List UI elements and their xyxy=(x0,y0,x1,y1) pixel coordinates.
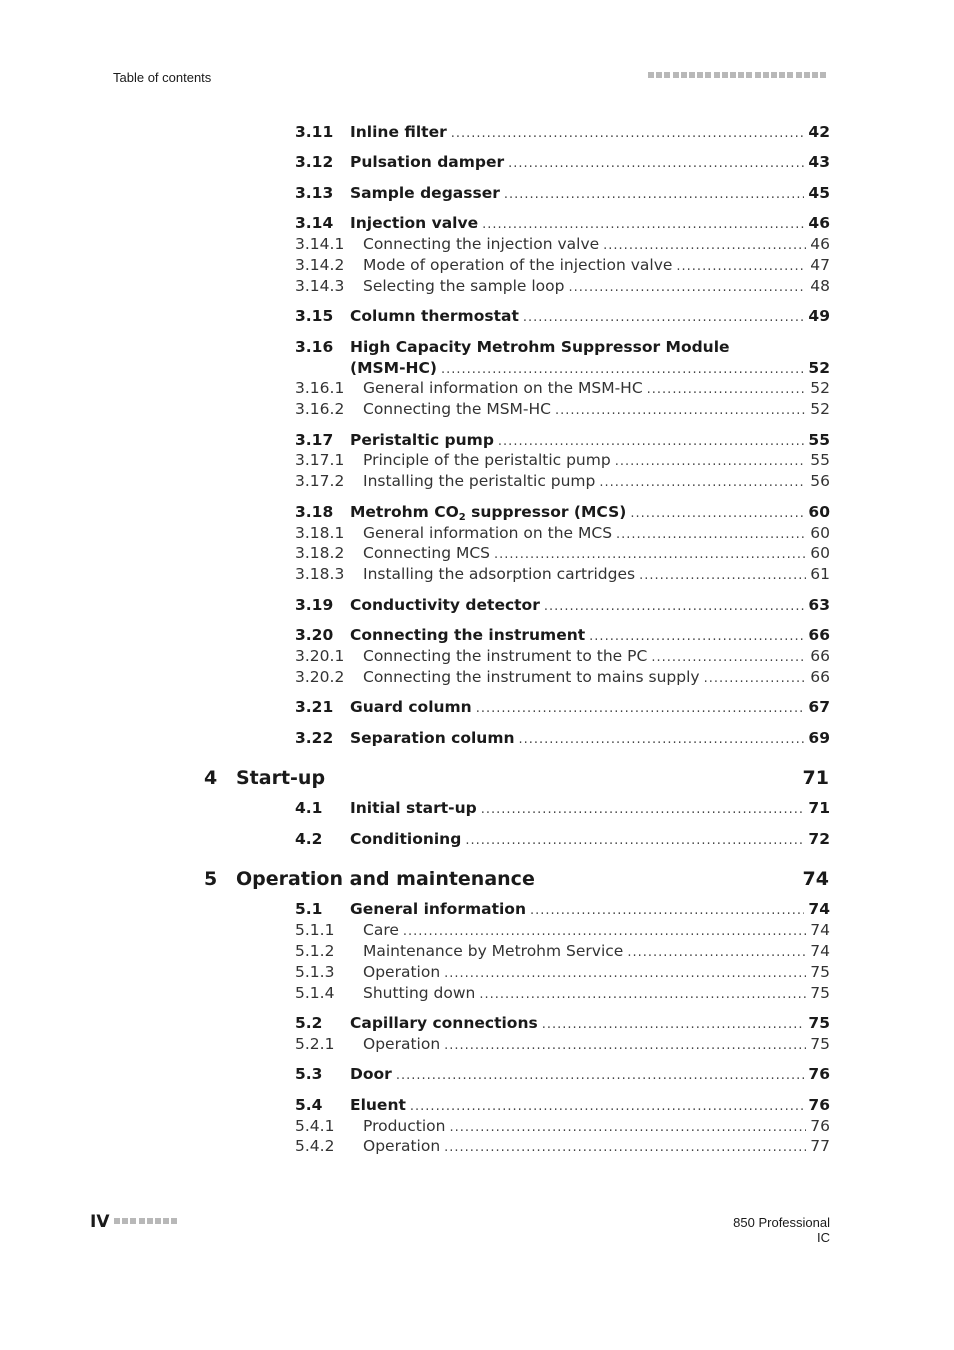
toc-section-entry[interactable] xyxy=(0,1063,954,1085)
toc-section-entry[interactable] xyxy=(0,797,954,819)
section-title-part: suppressor (MCS) xyxy=(465,503,627,521)
section-number: 5.1 xyxy=(295,900,323,918)
toc-section-entry[interactable] xyxy=(0,305,954,327)
subsection-page-number: 66 xyxy=(810,647,830,665)
decorative-square xyxy=(681,72,687,78)
decorative-square xyxy=(796,72,802,78)
section-number: 3.17 xyxy=(295,431,334,449)
section-number: 3.21 xyxy=(295,698,334,716)
toc-section-entry[interactable] xyxy=(0,121,954,143)
section-page-number: 45 xyxy=(808,184,830,202)
dot-leader xyxy=(508,153,804,175)
subsection-title: Operation xyxy=(363,1035,441,1053)
subscript-two: 2 xyxy=(458,512,466,523)
dot-leader xyxy=(444,1035,806,1057)
dot-leader xyxy=(476,698,805,720)
dot-leader xyxy=(519,729,805,751)
subsection-number: 3.20.1 xyxy=(295,647,345,665)
section-title: General information xyxy=(350,900,526,918)
decorative-square xyxy=(147,1218,153,1224)
section-page-number: 46 xyxy=(808,214,830,232)
decorative-square xyxy=(746,72,752,78)
subsection-number: 5.4.2 xyxy=(295,1137,335,1155)
chapter-number: 4 xyxy=(204,767,218,789)
subsection-number: 3.16.2 xyxy=(295,400,345,418)
section-title-part: Metrohm CO xyxy=(350,503,459,521)
dot-leader xyxy=(396,1065,805,1087)
toc-section-entry[interactable] xyxy=(0,182,954,204)
section-number: 3.14 xyxy=(295,214,334,232)
section-number: 3.18 xyxy=(295,503,334,521)
decorative-square xyxy=(114,1218,120,1224)
dot-leader xyxy=(544,596,805,618)
running-header-title: Table of contents xyxy=(113,70,212,85)
subsection-page-number: 46 xyxy=(810,235,830,253)
subsection-number: 5.2.1 xyxy=(295,1035,335,1053)
section-page-number: 69 xyxy=(808,729,830,747)
subsection-page-number: 48 xyxy=(810,277,830,295)
dot-leader xyxy=(568,277,806,299)
toc-subsection-entry[interactable] xyxy=(0,645,954,667)
subsection-title: Connecting the injection valve xyxy=(363,235,600,253)
toc-subsection-entry[interactable] xyxy=(0,666,954,688)
chapter-title: Operation and maintenance xyxy=(236,868,535,890)
subsection-page-number: 75 xyxy=(810,963,830,981)
section-number: 3.13 xyxy=(295,184,334,202)
dot-leader xyxy=(523,307,805,329)
subsection-page-number: 47 xyxy=(810,256,830,274)
section-page-number: 55 xyxy=(808,431,830,449)
subsection-number: 5.1.2 xyxy=(295,942,335,960)
subsection-title: Operation xyxy=(363,963,441,981)
decorative-square xyxy=(664,72,670,78)
section-page-number: 43 xyxy=(808,153,830,171)
subsection-number: 3.17.1 xyxy=(295,451,345,469)
section-title: Peristaltic pump xyxy=(350,431,494,449)
section-number: 3.19 xyxy=(295,596,334,614)
header-decorative-squares xyxy=(648,72,829,80)
dot-leader xyxy=(451,123,805,145)
decorative-square xyxy=(139,1218,145,1224)
chapter-title: Start-up xyxy=(236,767,326,789)
section-page-number: 49 xyxy=(808,307,830,325)
subsection-title: Production xyxy=(363,1117,446,1135)
section-page-number: 66 xyxy=(808,626,830,644)
section-page-number: 71 xyxy=(808,799,830,817)
section-number: 5.2 xyxy=(295,1014,323,1032)
subsection-number: 5.4.1 xyxy=(295,1117,335,1135)
section-number: 3.12 xyxy=(295,153,334,171)
document-title: 850 Professional IC xyxy=(733,1215,830,1245)
subsection-number: 3.14.2 xyxy=(295,256,345,274)
decorative-square xyxy=(656,72,662,78)
subsection-page-number: 56 xyxy=(810,472,830,490)
subsection-page-number: 74 xyxy=(810,921,830,939)
section-title-line1: High Capacity Metrohm Suppressor Module xyxy=(350,338,730,356)
toc-section-entry[interactable] xyxy=(0,501,954,523)
section-title: Inline filter xyxy=(350,123,447,141)
footer-decorative-squares xyxy=(114,1218,182,1226)
decorative-square xyxy=(122,1218,128,1224)
dot-leader xyxy=(479,984,806,1006)
section-page-number: 63 xyxy=(808,596,830,614)
section-title: Door xyxy=(350,1065,392,1083)
subsection-number: 3.18.1 xyxy=(295,524,345,542)
section-title: Capillary connections xyxy=(350,1014,538,1032)
section-number: 3.22 xyxy=(295,729,334,747)
dot-leader xyxy=(555,400,806,422)
section-number: 3.15 xyxy=(295,307,334,325)
toc-subsection-entry[interactable] xyxy=(0,522,954,544)
toc-subsection-entry[interactable] xyxy=(0,1033,954,1055)
toc-subsection-entry[interactable] xyxy=(0,398,954,420)
section-title: Conditioning xyxy=(350,830,462,848)
toc-subsection-entry[interactable] xyxy=(0,254,954,276)
toc-section-entry[interactable] xyxy=(0,151,954,173)
section-number: 3.11 xyxy=(295,123,334,141)
subsection-number: 3.20.2 xyxy=(295,668,345,686)
toc-section-entry[interactable] xyxy=(0,898,954,920)
decorative-square xyxy=(155,1218,161,1224)
subsection-page-number: 66 xyxy=(810,668,830,686)
decorative-square xyxy=(804,72,810,78)
subsection-number: 5.1.1 xyxy=(295,921,335,939)
toc-section-entry[interactable] xyxy=(0,336,954,379)
section-page-number: 67 xyxy=(808,698,830,716)
decorative-square xyxy=(714,72,720,78)
toc-section-entry[interactable] xyxy=(0,828,954,850)
decorative-square xyxy=(771,72,777,78)
section-page-number: 74 xyxy=(808,900,830,918)
dot-leader xyxy=(599,472,806,494)
decorative-square xyxy=(738,72,744,78)
section-page-number: 72 xyxy=(808,830,830,848)
toc-subsection-entry[interactable] xyxy=(0,449,954,471)
subsection-title: Principle of the peristaltic pump xyxy=(363,451,611,469)
section-page-number: 60 xyxy=(808,503,830,521)
subsection-title: Connecting MCS xyxy=(363,544,491,562)
decorative-square xyxy=(673,72,679,78)
subsection-page-number: 76 xyxy=(810,1117,830,1135)
section-number: 5.4 xyxy=(295,1096,323,1114)
decorative-square xyxy=(722,72,728,78)
toc-subsection-entry[interactable] xyxy=(0,275,954,297)
dot-leader xyxy=(465,830,804,852)
toc-section-entry[interactable] xyxy=(0,212,954,234)
chapter-page-number: 74 xyxy=(802,868,829,890)
subsection-page-number: 77 xyxy=(810,1137,830,1155)
dot-leader xyxy=(504,184,805,206)
section-number: 5.3 xyxy=(295,1065,323,1083)
toc-section-entry[interactable] xyxy=(0,1094,954,1116)
subsection-number: 5.1.4 xyxy=(295,984,335,1002)
toc-section-entry[interactable] xyxy=(0,594,954,616)
subsection-title: Operation xyxy=(363,1137,441,1155)
toc-section-entry[interactable] xyxy=(0,624,954,646)
subsection-number: 3.14.3 xyxy=(295,277,345,295)
section-title-line2: (MSM-HC) xyxy=(350,359,437,377)
section-title: Initial start-up xyxy=(350,799,477,817)
decorative-square xyxy=(705,72,711,78)
section-title: Conductivity detector xyxy=(350,596,540,614)
section-page-number: 75 xyxy=(808,1014,830,1032)
section-page-number: 76 xyxy=(808,1065,830,1083)
subsection-page-number: 52 xyxy=(810,379,830,397)
subsection-number: 3.14.1 xyxy=(295,235,345,253)
section-title: Injection valve xyxy=(350,214,479,232)
section-title: Separation column xyxy=(350,729,515,747)
subsection-title: General information on the MSM-HC xyxy=(363,379,643,397)
section-page-number: 42 xyxy=(808,123,830,141)
subsection-page-number: 75 xyxy=(810,1035,830,1053)
toc-subsection-entry[interactable] xyxy=(0,1135,954,1157)
subsection-page-number: 60 xyxy=(810,524,830,542)
toc-subsection-entry[interactable] xyxy=(0,377,954,399)
subsection-page-number: 61 xyxy=(810,565,830,583)
toc-subsection-entry[interactable] xyxy=(0,961,954,983)
subsection-page-number: 55 xyxy=(810,451,830,469)
decorative-square xyxy=(755,72,761,78)
section-page-number: 76 xyxy=(808,1096,830,1114)
toc-chapter-entry[interactable] xyxy=(0,866,954,892)
decorative-square xyxy=(787,72,793,78)
subsection-number: 5.1.3 xyxy=(295,963,335,981)
subsection-page-number: 52 xyxy=(810,400,830,418)
subsection-number: 3.18.3 xyxy=(295,565,345,583)
subsection-title: Installing the adsorption cartridges xyxy=(363,565,636,583)
section-page-number: 52 xyxy=(808,359,830,377)
decorative-square xyxy=(779,72,785,78)
decorative-square xyxy=(171,1218,177,1224)
toc-subsection-entry[interactable] xyxy=(0,563,954,585)
subsection-title: Mode of operation of the injection valve xyxy=(363,256,673,274)
subsection-number: 3.18.2 xyxy=(295,544,345,562)
section-number: 3.20 xyxy=(295,626,334,644)
dot-leader xyxy=(639,565,806,587)
subsection-title: Connecting the instrument to the PC xyxy=(363,647,648,665)
subsection-title: General information on the MCS xyxy=(363,524,613,542)
toc-subsection-entry[interactable] xyxy=(0,940,954,962)
subsection-number: 3.16.1 xyxy=(295,379,345,397)
decorative-square xyxy=(820,72,826,78)
subsection-title: Selecting the sample loop xyxy=(363,277,565,295)
section-number: 4.1 xyxy=(295,799,323,817)
decorative-square xyxy=(812,72,818,78)
page-number: IV xyxy=(90,1212,110,1232)
section-title xyxy=(350,501,630,523)
section-title: Connecting the instrument xyxy=(350,626,586,644)
section-title: Pulsation damper xyxy=(350,153,505,171)
subsection-page-number: 75 xyxy=(810,984,830,1002)
subsection-title: Installing the peristaltic pump xyxy=(363,472,596,490)
subsection-title: Maintenance by Metrohm Service xyxy=(363,942,624,960)
toc-subsection-entry[interactable] xyxy=(0,542,954,564)
decorative-square xyxy=(730,72,736,78)
subsection-page-number: 74 xyxy=(810,942,830,960)
decorative-square xyxy=(697,72,703,78)
section-title: Column thermostat xyxy=(350,307,519,325)
toc-section-entry[interactable] xyxy=(0,429,954,451)
decorative-square xyxy=(130,1218,136,1224)
subsection-title: Care xyxy=(363,921,399,939)
section-number: 3.16 xyxy=(295,338,334,356)
decorative-square xyxy=(648,72,654,78)
dot-leader xyxy=(444,1137,806,1159)
subsection-title: Connecting the MSM-HC xyxy=(363,400,552,418)
subsection-title: Connecting the instrument to mains supply xyxy=(363,668,700,686)
chapter-page-number: 71 xyxy=(802,767,829,789)
decorative-square xyxy=(689,72,695,78)
section-title: Guard column xyxy=(350,698,472,716)
subsection-number: 3.17.2 xyxy=(295,472,345,490)
chapter-number: 5 xyxy=(204,868,218,890)
dot-leader xyxy=(481,799,805,821)
decorative-square xyxy=(163,1218,169,1224)
decorative-square xyxy=(763,72,769,78)
toc-subsection-entry[interactable] xyxy=(0,1115,954,1137)
toc-subsection-entry[interactable] xyxy=(0,919,954,941)
subsection-title: Shutting down xyxy=(363,984,476,1002)
toc-section-entry[interactable] xyxy=(0,727,954,749)
toc-chapter-entry[interactable] xyxy=(0,765,954,791)
dot-leader xyxy=(704,668,807,690)
section-number: 4.2 xyxy=(295,830,323,848)
toc-subsection-entry[interactable] xyxy=(0,233,954,255)
section-title: Eluent xyxy=(350,1096,406,1114)
toc-section-entry[interactable] xyxy=(0,1012,954,1034)
toc-subsection-entry[interactable] xyxy=(0,470,954,492)
toc-subsection-entry[interactable] xyxy=(0,982,954,1004)
toc-section-entry[interactable] xyxy=(0,696,954,718)
section-title: Sample degasser xyxy=(350,184,500,202)
subsection-page-number: 60 xyxy=(810,544,830,562)
